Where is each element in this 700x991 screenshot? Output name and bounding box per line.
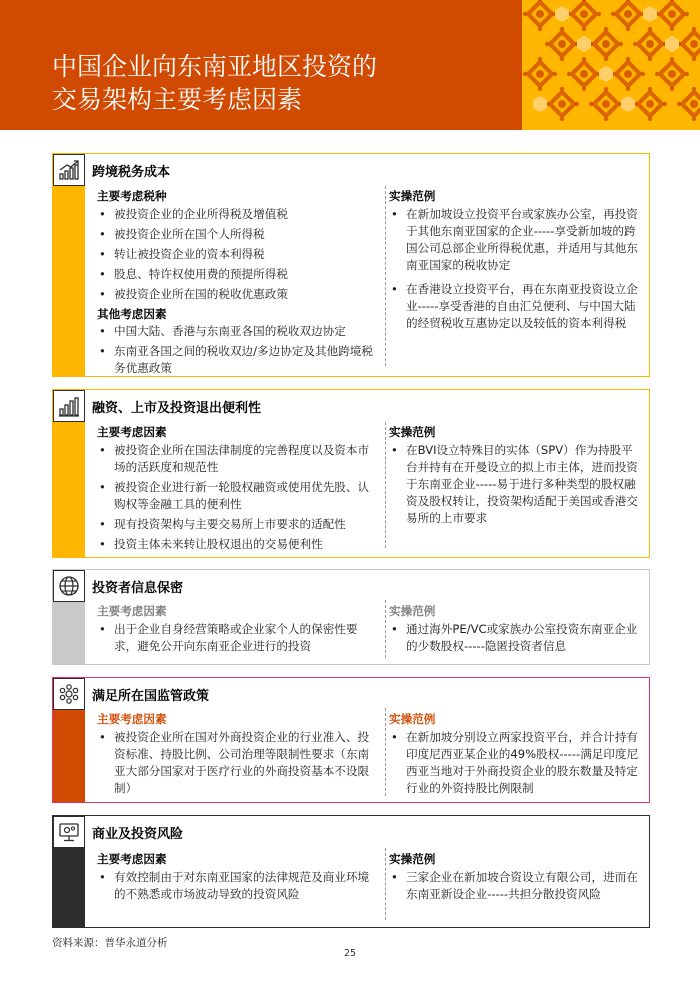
monitor-gear-icon: [53, 816, 85, 848]
column-divider: [385, 708, 386, 796]
list-item: • 东南亚各国之间的税收双边/多边协定及其他跨境税务优惠政策: [97, 343, 379, 377]
left-column-heading: 主要考虑因素: [97, 425, 167, 439]
left-column-list: [97, 729, 379, 797]
list-item: • 被投资企业进行新一轮股权融资或使用优先股、认购权等金融工具的便利性: [97, 479, 379, 513]
list-item: • 股息、特许权使用费的预提所得税: [97, 266, 379, 283]
column-divider: [385, 186, 386, 366]
left-column-heading: 主要考虑因素: [97, 852, 167, 866]
list-item: • 在新加坡设立投资平台或家族办公室，再投资于其他东南亚国家的企业-----享受新加坡的跨国公司总部企业所得税优惠，并适用与其他东南亚国家的税收协定: [389, 206, 643, 274]
list-item: • 现有投资架构与主要交易所上市要求的适配性: [97, 516, 379, 533]
right-column-heading: 实操范例: [389, 604, 436, 618]
right-column-list: [389, 206, 643, 332]
section-title: 投资者信息保密: [92, 581, 184, 596]
section-business-investment-risk: [52, 815, 650, 928]
page-number: 25: [343, 948, 357, 959]
list-item: • 中国大陆、香港与东南亚各国的税收双边协定: [97, 323, 379, 340]
right-column: [389, 188, 643, 335]
list-item: • 通过海外PE/VC或家族办公室投资东南亚企业的少数股权-----隐匿投资者信息: [389, 621, 643, 655]
bar-chart-icon: [53, 390, 85, 422]
list-item: • 被投资企业所在国的税收优惠政策: [97, 286, 379, 303]
left-column-list-2: [97, 323, 379, 377]
list-item: • 被投资企业所在国对外商投资企业的行业准入、投资标准、持股比例、公司治理等限制性要求（东南亚大部分国家对于医疗行业的外商投资基本不设限制）: [97, 729, 379, 797]
right-column-heading: 实操范例: [389, 712, 436, 726]
left-column: [97, 711, 379, 800]
left-column-heading: 主要考虑因素: [97, 712, 167, 726]
left-column-list: [97, 621, 379, 655]
column-divider: [385, 422, 386, 548]
page-title-line-2: 交易架构主要考虑因素: [52, 85, 303, 114]
section-title: 跨境税务成本: [92, 165, 171, 180]
right-column: [389, 851, 643, 906]
left-column: [97, 603, 379, 658]
source-note: 资料来源：普华永道分析: [52, 937, 168, 949]
left-column: [97, 188, 379, 380]
column-divider: [385, 848, 386, 920]
section-title: 商业及投资风险: [92, 827, 184, 842]
globe-icon: [53, 570, 85, 602]
list-item: • 在香港设立投资平台，再在东南亚投资设立企业-----享受香港的自由汇兑便利、与中国大陆的经贸税收互惠协定以及较低的资本利得税: [389, 281, 643, 332]
left-column: [97, 851, 379, 906]
section-regulatory-compliance: [52, 677, 650, 803]
section-tax-cost: [52, 153, 650, 377]
section-accent-strip: [53, 154, 85, 376]
header-banner: [0, 0, 700, 130]
decorative-pattern: [522, 0, 700, 130]
left-column-list: [97, 206, 379, 303]
left-column-list: [97, 442, 379, 553]
list-item: • 在BVI设立特殊目的实体（SPV）作为持股平台并持有在开曼设立的拟上市主体，进而投资于东南亚企业-----易于进行多种类型的股权融资及股权转让，投资架构适配于美国或香港交易所的上市要求: [389, 442, 643, 527]
right-column: [389, 603, 643, 658]
section-investor-confidentiality: [52, 569, 650, 665]
list-item: • 有效控制由于对东南亚国家的法律规范及商业环境的不熟悉或市场波动导致的投资风险: [97, 869, 379, 903]
network-icon: [53, 678, 85, 710]
list-item: • 三家企业在新加坡合资设立有限公司，进而在东南亚新设企业-----共担分散投资风险: [389, 869, 643, 903]
right-column-heading: 实操范例: [389, 852, 436, 866]
list-item: • 被投资企业的企业所得税及增值税: [97, 206, 379, 223]
left-column: [97, 424, 379, 556]
left-column-heading: 主要考虑税种: [97, 189, 167, 203]
section-title: 融资、上市及投资退出便利性: [92, 401, 262, 416]
right-column-heading: 实操范例: [389, 189, 436, 203]
right-column-list: [389, 621, 643, 655]
list-item: • 在新加坡分别设立两家投资平台，并合计持有印度尼西亚某企业的49%股权-----满足印度尼西亚当地对于外商投资企业的股东数量及特定行业的外资持股比例限制: [389, 729, 643, 797]
list-item: • 出于企业自身经营策略或企业家个人的保密性要求，避免公开向东南亚企业进行的投资: [97, 621, 379, 655]
right-column: [389, 424, 643, 530]
left-column-heading: 主要考虑因素: [97, 604, 167, 618]
left-column-subheading: 其他考虑因素: [97, 307, 167, 321]
list-item: • 转让被投资企业的资本利得税: [97, 246, 379, 263]
right-column-list: [389, 869, 643, 903]
list-item: • 被投资企业所在国个人所得税: [97, 226, 379, 243]
right-column-heading: 实操范例: [389, 425, 436, 439]
growth-chart-icon: [53, 154, 85, 186]
section-financing-exit: [52, 389, 650, 558]
right-column: [389, 711, 643, 800]
section-title: 满足所在国监管政策: [92, 689, 210, 704]
right-column-list: [389, 442, 643, 527]
page-title: [52, 50, 472, 116]
page-title-line-1: 中国企业向东南亚地区投资的: [52, 52, 378, 81]
right-column-list: [389, 729, 643, 797]
column-divider: [385, 600, 386, 658]
decorative-pattern-graphic: [522, 0, 700, 130]
list-item: • 投资主体未来转让股权退出的交易便利性: [97, 536, 379, 553]
list-item: • 被投资企业所在国法律制度的完善程度以及资本市场的活跃度和规范性: [97, 442, 379, 476]
left-column-list: [97, 869, 379, 903]
